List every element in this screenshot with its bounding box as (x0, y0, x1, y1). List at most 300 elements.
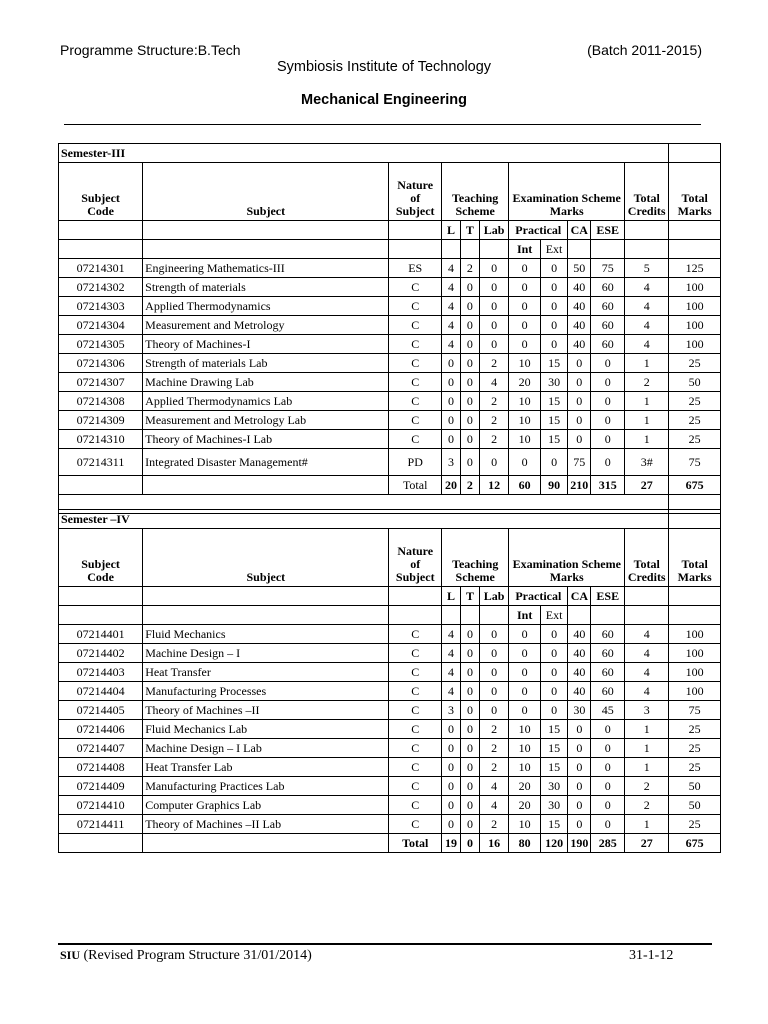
cell-t: 0 (460, 278, 479, 297)
cell-ese: 0 (591, 720, 625, 739)
exam-scheme-header-line: Examination Scheme (512, 191, 621, 205)
cell-marks: 50 (669, 373, 721, 392)
semester-title: Semester –IV (59, 510, 669, 529)
subject-header: Subject (143, 529, 389, 587)
table-row (59, 663, 721, 682)
cell-int: 20 (509, 373, 541, 392)
cell-marks: 25 (669, 739, 721, 758)
table-cell (460, 240, 479, 259)
table-cell (669, 221, 721, 240)
cell-lab: 0 (479, 644, 508, 663)
cell-ese: 60 (591, 663, 625, 682)
subject-nature: C (389, 373, 442, 392)
total-row (59, 834, 721, 853)
subject-nature: C (389, 625, 442, 644)
table-cell (669, 587, 721, 606)
subject-nature: C (389, 297, 442, 316)
total-label: Total (389, 476, 442, 495)
table-cell (143, 587, 389, 606)
cell-ext: 0 (540, 644, 567, 663)
cell-int: 0 (509, 278, 541, 297)
table-row (59, 335, 721, 354)
cell-ext: 0 (540, 278, 567, 297)
ext-header: Ext (540, 240, 567, 259)
cell-ca: 40 (568, 644, 591, 663)
cell-t: 0 (460, 739, 479, 758)
subject-nature: C (389, 758, 442, 777)
cell-credits: 4 (625, 278, 669, 297)
subject-code: 07214403 (59, 663, 143, 682)
subject-code: 07214411 (59, 815, 143, 834)
footer-note (60, 948, 312, 964)
cell-ca: 0 (568, 777, 591, 796)
nature-header-line: Nature (397, 178, 434, 192)
cell-int: 10 (509, 720, 541, 739)
cell-ese: 60 (591, 682, 625, 701)
subject-nature: C (389, 720, 442, 739)
subject-name: Fluid Mechanics Lab (143, 720, 389, 739)
subject-nature: PD (389, 449, 442, 476)
teaching-scheme-header-line: Teaching (452, 557, 499, 571)
subject-code: 07214310 (59, 430, 143, 449)
total-marks-header-line: Total (681, 191, 708, 205)
nature-header-line: Subject (395, 570, 435, 584)
total-lab: 12 (479, 476, 508, 495)
cell-ext: 30 (540, 796, 567, 815)
ca-header: CA (568, 587, 591, 606)
lab-header: Lab (479, 221, 508, 240)
cell-lab: 0 (479, 259, 508, 278)
cell-credits: 1 (625, 354, 669, 373)
subject-nature: C (389, 777, 442, 796)
cell-ext: 0 (540, 335, 567, 354)
cell-ext: 15 (540, 430, 567, 449)
subject-name: Engineering Mathematics-III (143, 259, 389, 278)
table-cell (59, 834, 143, 853)
table-cell (625, 240, 669, 259)
cell-lab: 0 (479, 682, 508, 701)
cell-ext: 15 (540, 720, 567, 739)
cell-ese: 0 (591, 449, 625, 476)
nature-header-line: Nature (397, 544, 434, 558)
subject-code: 07214301 (59, 259, 143, 278)
cell-marks: 25 (669, 411, 721, 430)
cell-ca: 40 (568, 663, 591, 682)
cell-credits: 4 (625, 644, 669, 663)
cell-credits: 3 (625, 701, 669, 720)
subject-code-header (59, 529, 143, 587)
total-marks: 675 (669, 476, 721, 495)
cell-ese: 0 (591, 815, 625, 834)
int-header: Int (509, 240, 541, 259)
institute-name: Symbiosis Institute of Technology (276, 59, 492, 75)
cell-int: 0 (509, 335, 541, 354)
cell-ese: 0 (591, 758, 625, 777)
cell-credits: 1 (625, 739, 669, 758)
cell-credits: 1 (625, 411, 669, 430)
cell-t: 0 (460, 758, 479, 777)
cell-ese: 75 (591, 259, 625, 278)
total-t: 0 (460, 834, 479, 853)
cell-ext: 15 (540, 411, 567, 430)
table-cell (568, 606, 591, 625)
cell-ext: 0 (540, 297, 567, 316)
subject-name: Theory of Machines-I (143, 335, 389, 354)
subject-name: Applied Thermodynamics Lab (143, 392, 389, 411)
cell-int: 0 (509, 316, 541, 335)
nature-header (389, 529, 442, 587)
subject-code: 07214406 (59, 720, 143, 739)
cell-int: 20 (509, 796, 541, 815)
teaching-scheme-header (442, 163, 509, 221)
cell-ca: 40 (568, 682, 591, 701)
cell-l: 4 (442, 682, 461, 701)
cell-credits: 4 (625, 335, 669, 354)
exam-scheme-header (509, 163, 625, 221)
subject-name: Measurement and Metrology Lab (143, 411, 389, 430)
cell-ext: 15 (540, 758, 567, 777)
cell-lab: 0 (479, 335, 508, 354)
cell-l: 0 (442, 815, 461, 834)
cell-credits: 5 (625, 259, 669, 278)
total-marks-header (669, 529, 721, 587)
cell-credits: 1 (625, 430, 669, 449)
subject-nature: C (389, 316, 442, 335)
exam-scheme-header-line: Examination Scheme (512, 557, 621, 571)
cell-ca: 40 (568, 625, 591, 644)
total-int: 80 (509, 834, 541, 853)
cell-credits: 4 (625, 625, 669, 644)
cell-ca: 40 (568, 278, 591, 297)
subject-code: 07214408 (59, 758, 143, 777)
subject-name: Machine Design – I Lab (143, 739, 389, 758)
table-cell (143, 834, 389, 853)
footer-page: 31-1-12 (629, 948, 674, 963)
table-cell (59, 221, 143, 240)
total-int: 60 (509, 476, 541, 495)
total-marks-header (669, 163, 721, 221)
cell-marks: 50 (669, 777, 721, 796)
cell-lab: 0 (479, 701, 508, 720)
table-row (59, 739, 721, 758)
table-row (59, 796, 721, 815)
table-row (59, 449, 721, 476)
subheader-row (59, 221, 721, 240)
subject-code-header-line: Subject (81, 557, 120, 571)
subject-name: Strength of materials (143, 278, 389, 297)
subject-name: Heat Transfer (143, 663, 389, 682)
subject-code: 07214410 (59, 796, 143, 815)
footer-org: SIU (60, 948, 81, 962)
total-credits-header (625, 163, 669, 221)
cell-ca: 40 (568, 297, 591, 316)
cell-l: 0 (442, 758, 461, 777)
practical-header: Practical (509, 221, 568, 240)
subject-code: 07214305 (59, 335, 143, 354)
cell-ext: 0 (540, 259, 567, 278)
cell-ca: 50 (568, 259, 591, 278)
subject-code-header (59, 163, 143, 221)
total-marks-header-line: Marks (677, 204, 712, 218)
subject-code: 07214306 (59, 354, 143, 373)
semester-table (58, 143, 721, 514)
total-ext: 90 (540, 476, 567, 495)
batch-label: (Batch 2011-2015) (587, 42, 702, 58)
total-ese: 285 (591, 834, 625, 853)
table-cell (669, 144, 721, 163)
subject-nature: C (389, 430, 442, 449)
subject-code: 07214307 (59, 373, 143, 392)
total-ext: 120 (540, 834, 567, 853)
subject-nature: C (389, 739, 442, 758)
cell-t: 0 (460, 720, 479, 739)
subject-code-header-line: Code (87, 570, 114, 584)
cell-t: 0 (460, 411, 479, 430)
cell-ca: 0 (568, 758, 591, 777)
cell-lab: 2 (479, 720, 508, 739)
exam-scheme-header-line: Marks (549, 570, 584, 584)
nature-header-line: Subject (395, 204, 435, 218)
cell-marks: 75 (669, 449, 721, 476)
cell-t: 0 (460, 701, 479, 720)
total-lab: 16 (479, 834, 508, 853)
cell-lab: 0 (479, 278, 508, 297)
cell-lab: 0 (479, 663, 508, 682)
cell-t: 0 (460, 316, 479, 335)
ca-header: CA (568, 221, 591, 240)
cell-ese: 0 (591, 430, 625, 449)
cell-t: 0 (460, 392, 479, 411)
table-row (59, 316, 721, 335)
subject-nature: ES (389, 259, 442, 278)
cell-l: 4 (442, 316, 461, 335)
table-row (59, 701, 721, 720)
cell-credits: 3# (625, 449, 669, 476)
subject-name: Machine Drawing Lab (143, 373, 389, 392)
cell-l: 0 (442, 720, 461, 739)
ese-header: ESE (591, 221, 625, 240)
cell-marks: 100 (669, 682, 721, 701)
cell-ext: 0 (540, 625, 567, 644)
cell-ese: 0 (591, 373, 625, 392)
subject-code: 07214404 (59, 682, 143, 701)
cell-lab: 4 (479, 796, 508, 815)
cell-int: 10 (509, 758, 541, 777)
cell-int: 20 (509, 777, 541, 796)
total-credits: 27 (625, 834, 669, 853)
subject-code: 07214308 (59, 392, 143, 411)
cell-ese: 0 (591, 411, 625, 430)
cell-marks: 25 (669, 430, 721, 449)
cell-lab: 0 (479, 449, 508, 476)
table-cell (669, 240, 721, 259)
subject-name: Fluid Mechanics (143, 625, 389, 644)
table-cell (479, 606, 508, 625)
cell-int: 0 (509, 297, 541, 316)
subject-nature: C (389, 335, 442, 354)
cell-lab: 2 (479, 815, 508, 834)
subject-nature: C (389, 815, 442, 834)
cell-t: 0 (460, 449, 479, 476)
total-ese: 315 (591, 476, 625, 495)
subject-name: Heat Transfer Lab (143, 758, 389, 777)
semester-title-row (59, 510, 721, 529)
subject-name: Manufacturing Processes (143, 682, 389, 701)
cell-int: 0 (509, 644, 541, 663)
cell-ext: 0 (540, 449, 567, 476)
table-row (59, 682, 721, 701)
cell-ext: 15 (540, 815, 567, 834)
exam-scheme-header (509, 529, 625, 587)
cell-credits: 4 (625, 297, 669, 316)
nature-header-line: of (410, 557, 421, 571)
cell-marks: 100 (669, 316, 721, 335)
table-row (59, 278, 721, 297)
cell-marks: 100 (669, 663, 721, 682)
subject-nature: C (389, 411, 442, 430)
cell-l: 0 (442, 411, 461, 430)
cell-credits: 2 (625, 796, 669, 815)
total-credits-header-line: Total (633, 191, 660, 205)
subject-name: Machine Design – I (143, 644, 389, 663)
footer-divider (58, 943, 712, 945)
cell-t: 0 (460, 682, 479, 701)
subject-nature: C (389, 701, 442, 720)
table-cell (442, 606, 461, 625)
table-cell (591, 606, 625, 625)
lecture-header: L (442, 587, 461, 606)
table-cell (143, 606, 389, 625)
cell-ext: 0 (540, 316, 567, 335)
nature-header-line: of (410, 191, 421, 205)
cell-t: 0 (460, 297, 479, 316)
cell-ese: 60 (591, 335, 625, 354)
cell-ese: 60 (591, 625, 625, 644)
cell-l: 4 (442, 297, 461, 316)
cell-ext: 15 (540, 392, 567, 411)
cell-ese: 45 (591, 701, 625, 720)
cell-ca: 0 (568, 411, 591, 430)
subject-nature: C (389, 392, 442, 411)
header-row (59, 163, 721, 221)
cell-ese: 0 (591, 777, 625, 796)
table-row (59, 430, 721, 449)
total-marks: 675 (669, 834, 721, 853)
cell-ese: 60 (591, 278, 625, 297)
table-cell (669, 510, 721, 529)
table-cell (479, 240, 508, 259)
subject-name: Theory of Machines –II Lab (143, 815, 389, 834)
cell-int: 10 (509, 739, 541, 758)
cell-t: 0 (460, 430, 479, 449)
semester-title-row (59, 144, 721, 163)
programme-structure-label: Programme Structure:B.Tech (60, 42, 241, 58)
teaching-scheme-header (442, 529, 509, 587)
cell-lab: 2 (479, 392, 508, 411)
cell-l: 4 (442, 278, 461, 297)
cell-lab: 4 (479, 777, 508, 796)
subject-name: Manufacturing Practices Lab (143, 777, 389, 796)
table-cell (591, 240, 625, 259)
header-divider (64, 124, 701, 125)
total-row (59, 476, 721, 495)
table-row (59, 373, 721, 392)
table-row (59, 815, 721, 834)
table-cell (389, 587, 442, 606)
tutorial-header: T (460, 587, 479, 606)
subject-code: 07214302 (59, 278, 143, 297)
teaching-scheme-header-line: Scheme (455, 570, 495, 584)
practical-header: Practical (509, 587, 568, 606)
table-cell (460, 606, 479, 625)
header-row (59, 529, 721, 587)
cell-ca: 40 (568, 335, 591, 354)
cell-int: 10 (509, 430, 541, 449)
cell-t: 0 (460, 335, 479, 354)
subject-nature: C (389, 682, 442, 701)
table-cell (625, 587, 669, 606)
cell-l: 0 (442, 392, 461, 411)
cell-int: 0 (509, 625, 541, 644)
subject-code: 07214405 (59, 701, 143, 720)
total-l: 19 (442, 834, 461, 853)
table-row (59, 777, 721, 796)
table-row (59, 644, 721, 663)
total-ca: 190 (568, 834, 591, 853)
total-marks-header-line: Marks (677, 570, 712, 584)
total-credits-header (625, 529, 669, 587)
cell-marks: 25 (669, 758, 721, 777)
cell-int: 10 (509, 392, 541, 411)
subject-code-header-line: Subject (81, 191, 120, 205)
cell-int: 0 (509, 701, 541, 720)
subject-code: 07214401 (59, 625, 143, 644)
cell-l: 3 (442, 701, 461, 720)
cell-l: 3 (442, 449, 461, 476)
cell-ext: 15 (540, 739, 567, 758)
cell-l: 4 (442, 335, 461, 354)
cell-marks: 25 (669, 392, 721, 411)
lecture-header: L (442, 221, 461, 240)
cell-credits: 4 (625, 682, 669, 701)
subject-nature: C (389, 663, 442, 682)
subject-code: 07214303 (59, 297, 143, 316)
cell-ese: 0 (591, 392, 625, 411)
cell-lab: 0 (479, 316, 508, 335)
subject-nature: C (389, 278, 442, 297)
cell-l: 4 (442, 663, 461, 682)
cell-l: 0 (442, 354, 461, 373)
cell-lab: 2 (479, 354, 508, 373)
table-cell (625, 606, 669, 625)
cell-int: 10 (509, 354, 541, 373)
semester-table (58, 509, 721, 853)
subject-header: Subject (143, 163, 389, 221)
cell-l: 0 (442, 373, 461, 392)
footer-revision: (Revised Program Structure 31/01/2014) (83, 948, 312, 963)
semester-title: Semester-III (59, 144, 669, 163)
cell-credits: 2 (625, 777, 669, 796)
int-header: Int (509, 606, 541, 625)
cell-ca: 0 (568, 392, 591, 411)
subject-code: 07214402 (59, 644, 143, 663)
cell-lab: 2 (479, 739, 508, 758)
cell-ca: 0 (568, 373, 591, 392)
table-cell (59, 606, 143, 625)
cell-ca: 75 (568, 449, 591, 476)
cell-ca: 30 (568, 701, 591, 720)
table-row (59, 758, 721, 777)
